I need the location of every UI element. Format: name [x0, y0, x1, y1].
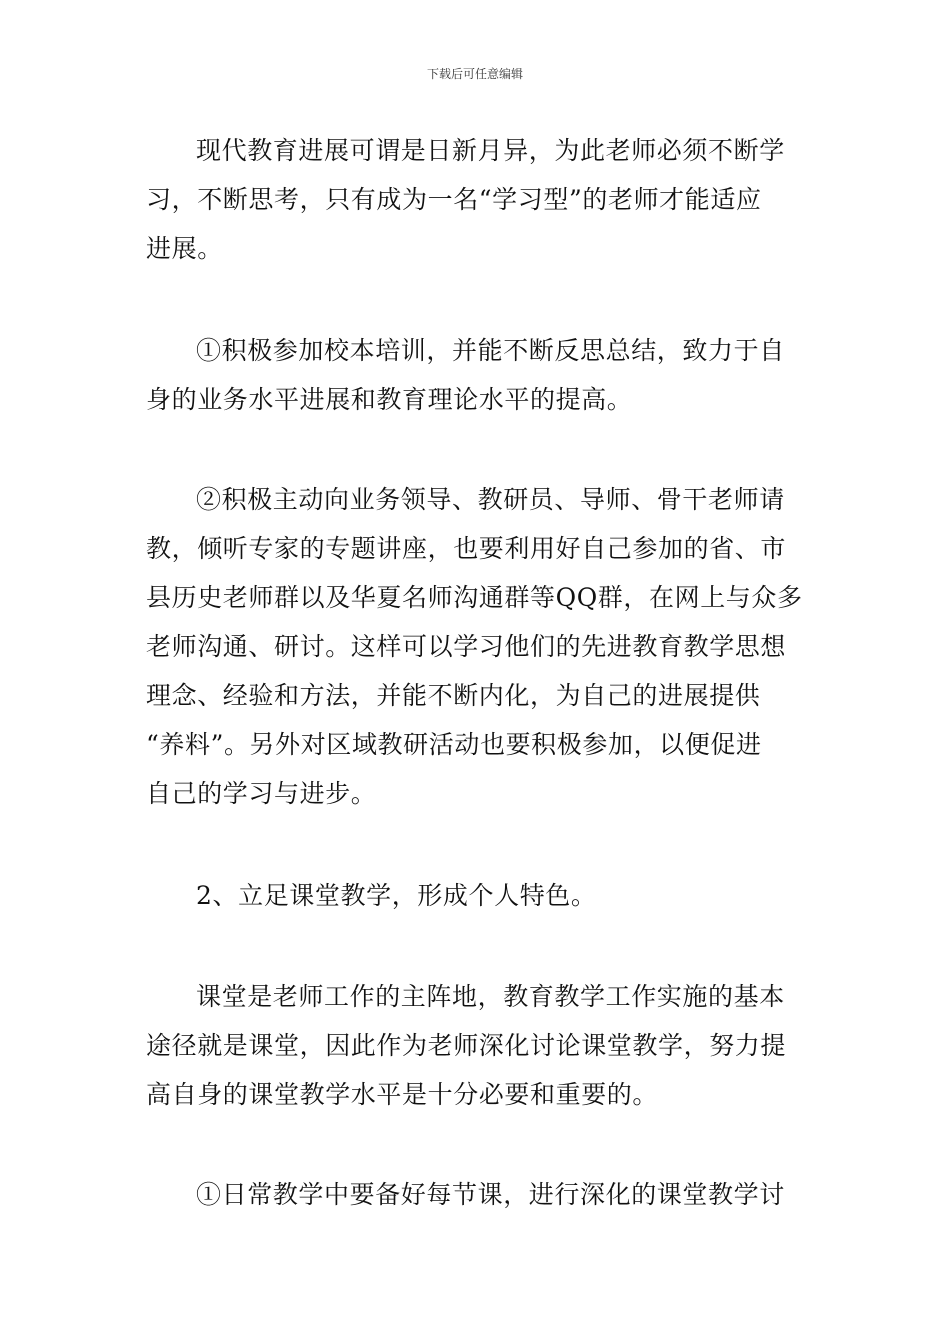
paragraph-5	[146, 972, 806, 1119]
paragraph-line: 老师沟通、研讨。这样可以学习他们的先进教育教学思想	[146, 632, 787, 661]
paragraph-1	[146, 126, 806, 273]
paragraph-line: 理念、经验和方法，并能不断内化，为自己的进展提供	[146, 681, 761, 710]
paragraph-line: 自己的学习与进步。	[146, 779, 377, 808]
paragraph-6	[146, 1170, 806, 1219]
paragraph-line: 身的业务水平进展和教育理论水平的提高。	[146, 385, 633, 414]
paragraph-line: 高自身的课堂教学水平是十分必要和重要的。	[146, 1080, 659, 1109]
paragraph-4	[146, 871, 806, 920]
paragraph-line: ①积极参加校本培训，并能不断反思总结，致力于自	[196, 336, 785, 365]
section-heading: 2、立足课堂教学，形成个人特色。	[196, 881, 597, 910]
paragraph-line: “养料”。另外对区域教研活动也要积极参加，以便促进	[146, 730, 762, 759]
paragraph-line: 现代教育进展可谓是日新月异，为此老师必须不断学	[196, 136, 785, 165]
page-header: 下载后可任意编辑	[426, 67, 523, 81]
paragraph-line: ①日常教学中要备好每节课，进行深化的课堂教学讨	[196, 1180, 785, 1209]
paragraph-line: 习，不断思考，只有成为一名“学习型”的老师才能适应	[146, 185, 762, 214]
paragraph-3	[146, 475, 806, 818]
paragraph-line: 县历史老师群以及华夏名师沟通群等QQ群，在网上与众多	[146, 583, 803, 612]
paragraph-2	[146, 326, 806, 424]
paragraph-line: 进展。	[146, 234, 223, 263]
paragraph-line: 教，倾听专家的专题讲座，也要利用好自己参加的省、市	[146, 534, 787, 563]
paragraph-line: ②积极主动向业务领导、教研员、导师、骨干老师请	[196, 485, 785, 514]
paragraph-line: 课堂是老师工作的主阵地，教育教学工作实施的基本	[196, 982, 785, 1011]
paragraph-line: 途径就是课堂，因此作为老师深化讨论课堂教学，努力提	[146, 1031, 787, 1060]
